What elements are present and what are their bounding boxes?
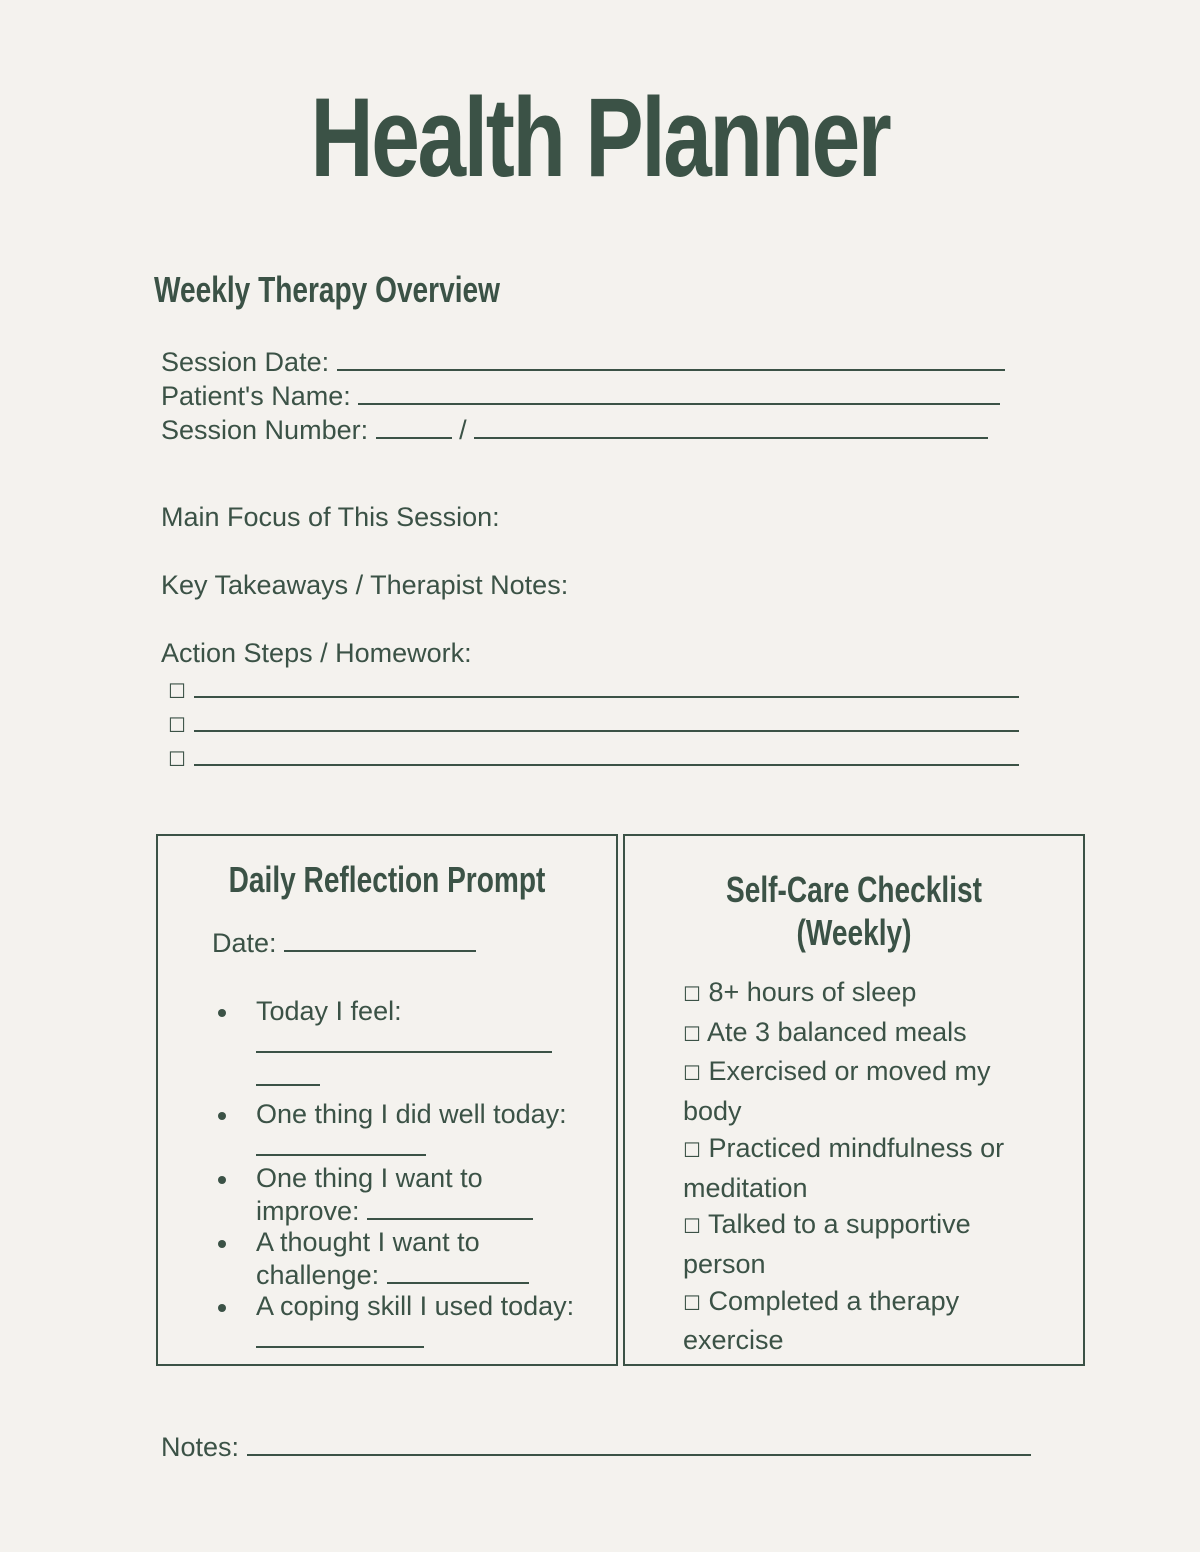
reflection-prompt-item: One thing I did well today: [256,1099,586,1163]
self-care-item: ☐ Exercised or moved my body [683,1056,991,1127]
weekly-therapy-overview-heading: Weekly Therapy Overview [154,269,500,310]
action-step-field[interactable] [194,704,1019,732]
self-care-title: Self-Care Checklist [726,869,982,910]
action-steps-label: Action Steps / Homework: [161,638,472,668]
reflection-prompt-list [256,996,586,1355]
main-focus-label: Main Focus of This Session: [161,502,500,532]
self-care-item: ☐ Completed a therapy exercise [683,1285,960,1356]
reflection-answer-field[interactable] [256,1322,424,1348]
checkbox-icon[interactable]: ☐ [168,749,186,771]
self-care-item: ☐ 8+ hours of sleep [683,977,917,1007]
self-care-item: ☐ Talked to a supportive person [683,1209,971,1279]
reflection-date-label: Date: [212,928,277,958]
patient-name-field[interactable] [358,379,1000,405]
self-care-subtitle: (Weekly) [796,912,912,953]
session-number-row [161,413,988,447]
reflection-prompt-item: Today I feel: [256,996,586,1093]
daily-reflection-panel [156,834,618,1366]
notes-label: Notes: [161,1432,240,1462]
session-number-field[interactable] [376,413,452,439]
patient-name-label: Patient's Name: [161,381,351,411]
reflection-prompt-item: One thing I want to improve: [256,1163,586,1227]
checkbox-icon[interactable]: ☐ [683,1023,701,1046]
checkbox-icon[interactable]: ☐ [683,1292,701,1315]
self-care-list [683,974,1043,1359]
checkbox-icon[interactable]: ☐ [168,715,186,737]
checkbox-icon[interactable]: ☐ [683,1216,701,1239]
daily-reflection-title: Daily Reflection Prompt [228,859,546,900]
reflection-prompt-item: A coping skill I used today: [256,1291,586,1355]
notes-row [161,1430,1031,1464]
reflection-answer-field[interactable] [256,1027,552,1053]
session-number-label: Session Number: [161,415,369,445]
self-care-item: ☐ Ate 3 balanced meals [683,1016,967,1047]
takeaways-label: Key Takeaways / Therapist Notes: [161,570,569,600]
reflection-prompt-item: A thought I want to challenge: [256,1227,586,1291]
reflection-answer-field[interactable] [387,1258,529,1284]
checkbox-icon[interactable]: ☐ [683,1063,701,1086]
session-date-row [161,345,1005,379]
notes-field[interactable] [247,1430,1031,1456]
checkbox-icon[interactable]: ☐ [683,1139,701,1162]
session-date-label: Session Date: [161,347,330,377]
reflection-answer-field[interactable] [367,1194,533,1220]
reflection-answer-field[interactable] [256,1130,426,1156]
action-step-row [168,738,1019,777]
checkbox-icon[interactable]: ☐ [168,681,186,703]
session-number-separator: / [459,415,467,445]
session-total-field[interactable] [474,413,988,439]
action-step-field[interactable] [194,670,1019,698]
reflection-answer-field[interactable] [256,1060,320,1086]
self-care-checklist-panel [623,834,1085,1366]
session-date-field[interactable] [337,345,1005,371]
checkbox-icon[interactable]: ☐ [683,984,701,1006]
patient-name-row [161,379,1000,413]
reflection-date-field[interactable] [284,926,476,952]
self-care-item: ☐ Practiced mindfulness or meditation [683,1132,1005,1203]
reflection-date-row [212,926,476,960]
action-step-field[interactable] [194,738,1019,766]
page-title: Health Planner [310,75,890,200]
